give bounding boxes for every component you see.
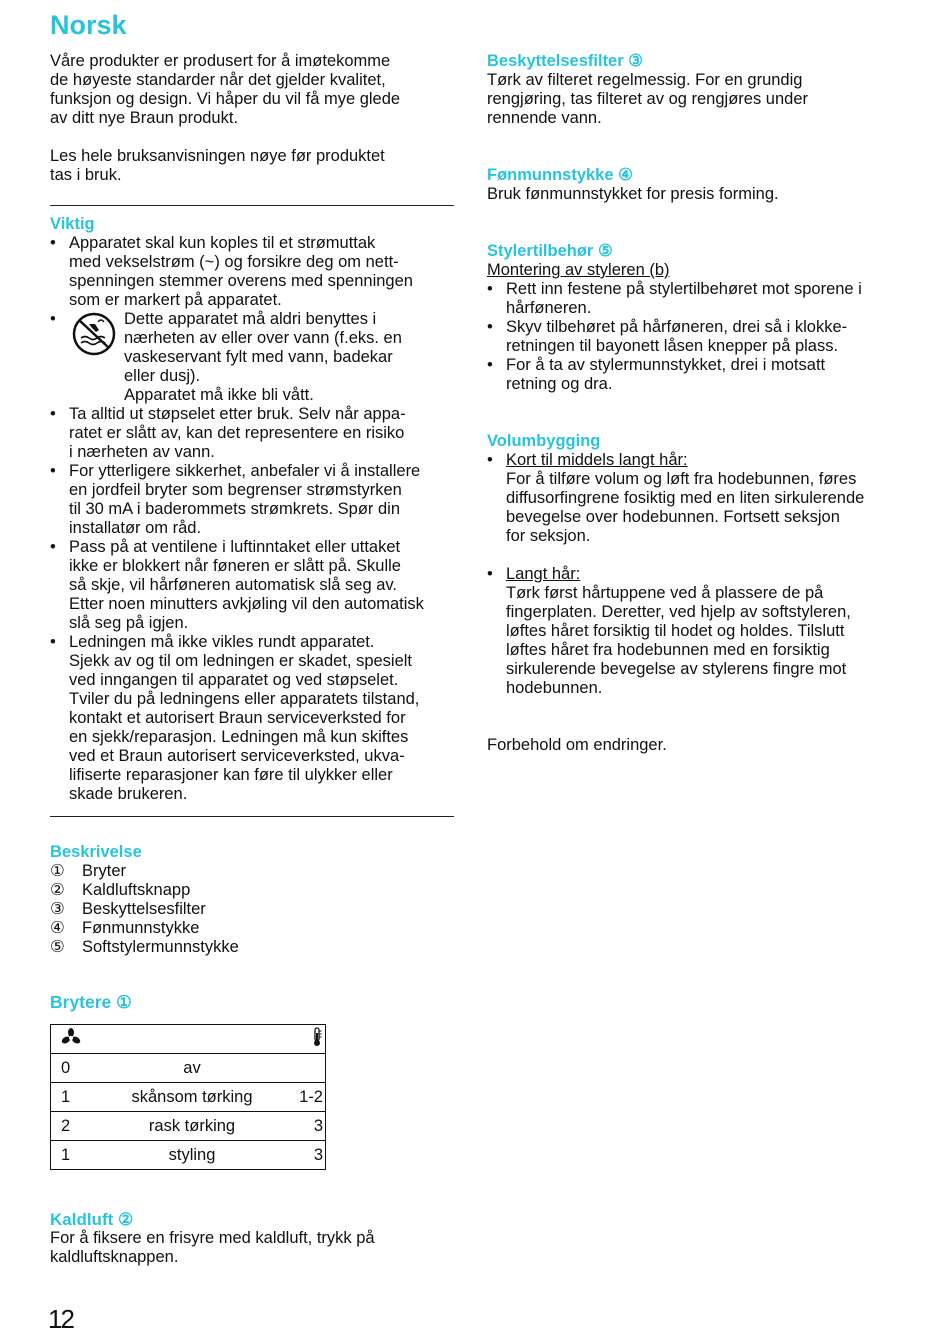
fan-icon [51,1025,102,1054]
thermometer-icon [283,1025,326,1054]
section-heading-volumbygging: Volumbygging [487,432,601,450]
table-header-row [51,1025,326,1054]
section-heading-brytere: Brytere ① [50,992,132,1012]
section-heading-filter: Beskyttelsesfilter ③ [487,52,644,70]
no-water-warning-icon [69,310,124,405]
section-heading-kaldluft: Kaldluft ② [50,1210,134,1229]
table-row: 2 rask tørking 3 [51,1112,326,1141]
volum-list [487,451,897,698]
table-row: 0 av [51,1054,326,1083]
list-item: ⑤ Softstylermunnstykke [50,938,239,956]
list-item: • Ledningen må ikke vikles rundt apparatet. Sjekk av og til om ledningen er skadet, spesielt ved inngangen til apparatet og ved støpselet. Tviler du på ledningens eller apparatets tilstand, kontakt et autorisert Braun serviceverksted for en sjekk/reparasjon. Ledningen må kun skiftes ved et Braun autorisert serviceverksted, ukva- lifiserte reparasjoner kan føre til ulykker eller skade brukeren. [50,633,460,804]
list-item: • For ytterligere sikkerhet, anbefaler vi å installere en jordfeil bryter som begrenser strømstyrken til 30 mA i baderommets strømkrets. Spør din installatør om råd. [50,462,460,538]
safety-list [50,234,460,804]
parts-list [50,862,460,957]
list-item: • Apparatet skal kun koples til et strømuttak med vekselstrøm (~) og forsikre deg om nett- spenningen stemmer overens med spenningen som er markert på apparatet. [50,234,460,310]
list-item: • Skyv tilbehøret på hårføneren, drei så i klokke- retningen til bayonett låsen knepper på plass. [487,318,897,356]
list-item: • Dette apparatet må aldri benyttes i nærheten av eller over vann (f.eks. en vaskeservant fylt med vann, badekar eller dusj). Apparatet må ikke bli vått. [50,310,460,405]
filter-text: Tørk av filteret regelmessig. For en grundig rengjøring, tas filteret av og rengjøres under rennende vann. [487,71,808,127]
section-heading-styler: Stylertilbehør ⑤ [487,242,613,260]
list-item: ① Bryter [50,862,127,880]
section-heading-fonmunnstykke: Fønmunnstykke ④ [487,166,633,184]
list-item: • Langt hår: Tørk først hårtuppene ved å plassere de på fingerplaten. Deretter, ved hjelp av softstyleren, løftes håret forsiktig til hodet og holdes. Tilslutt løftes håret fra hodebunnen med en forsiktig sirkulerende bevegelse av stylerens fingre mot hodebunnen. [487,565,897,698]
section-heading-viktig: Viktig [50,215,95,233]
section-heading-beskrivelse: Beskrivelse [50,843,142,861]
list-item: • For å ta av stylermunnstykket, drei i motsatt retning og dra. [487,356,897,394]
styler-list [487,280,897,394]
styler-subheading: Montering av styleren (b) [487,261,670,279]
list-item: • Rett inn festene på stylertilbehøret mot sporene i hårføneren. [487,280,897,318]
table-row: 1 styling 3 [51,1141,326,1170]
right-column [487,52,897,755]
list-item: • Pass på at ventilene i luftinntaket eller uttaket ikke er blokkert når føneren er slått på. Skulle så skje, vil hårføneren automatisk slå seg av. Etter noen minutters avkjøling vil den automatisk slå seg på igjen. [50,538,460,633]
intro-paragraph-1: Våre produkter er produsert for å imøtekomme de høyeste standarder når det gjelder kvalitet, funksjon og design. Vi håper du vil få mye glede av ditt nye Braun produkt. [50,52,401,127]
list-item: • Ta alltid ut støpselet etter bruk. Selv når appa- ratet er slått av, kan det representere en risiko i nærheten av vann. [50,405,460,462]
list-item: ② Kaldluftsknapp [50,881,191,899]
fon-text: Bruk fønmunnstykket for presis forming. [487,185,779,203]
list-item: ④ Fønmunnstykke [50,919,200,937]
list-item: ③ Beskyttelsesfilter [50,900,206,918]
page-number: 12 [48,1304,73,1334]
disclaimer: Forbehold om endringer. [487,736,667,754]
table-row: 1 skånsom tørking 1-2 [51,1083,326,1112]
left-column [50,52,460,1267]
list-item: • Kort til middels langt hår: For å tilføre volum og løft fra hodebunnen, føres diffusorfingrene fosiktig med en liten sirkulerende bevegelse over hodebunnen. Fortsett seksjon for seksjon. [487,451,897,546]
intro-paragraph-2: Les hele bruksanvisningen nøye før produktet tas i bruk. [50,147,385,184]
page-title: Norsk [50,10,127,40]
kaldluft-text: For å fiksere en frisyre med kaldluft, trykk på kaldluftsknappen. [50,1229,375,1266]
switch-table [50,1024,326,1170]
